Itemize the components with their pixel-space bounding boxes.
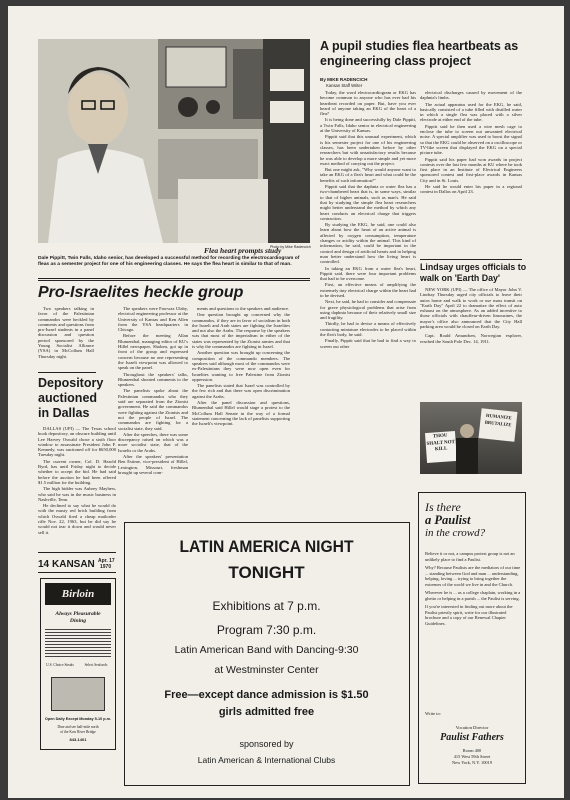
latin-ad-sponsor: Latin American & International Clubs <box>197 755 336 765</box>
israel-lead <box>38 306 94 370</box>
flea-story-column-2 <box>420 90 522 258</box>
paulist-body <box>425 551 521 701</box>
paragraph: Today, the word electrocardiogram or EKG has become common to anyone who has ever had his heartbeat recorded on paper. But, have you ever heard of anyone taking an EKG of the heart of a flea? <box>320 90 416 117</box>
folio-paper-name: KANSAN <box>52 559 95 570</box>
israel-headline: Pro-Israelites heckle group <box>38 284 244 301</box>
latin-ad-line-2: Program 7:30 p.m. <box>216 623 317 637</box>
paragraph: He said he would enter his paper in a regional contest in Dallas on April 23. <box>420 184 522 195</box>
flea-lab-photo <box>38 39 310 243</box>
paragraph: If you're interested in finding out more about the Paulist priestly spirit, write for our illustrated brochure and a copy of our Renewal Chapter Guidelines. <box>425 604 513 626</box>
lindsay-story <box>420 287 522 399</box>
paragraph: Pippitt said his paper had won awards in project contests over the last few months at KU where he took first place in an Institute of Electrical Engineers sponsored contest and first-place awards in Kansas City and in St. Louis. <box>420 156 522 183</box>
photo-caption-title: Flea heart prompts study <box>204 246 282 255</box>
paulist-headline-3: in the crowd? <box>425 527 486 539</box>
flea-story-column-1 <box>320 90 416 490</box>
paragraph: After the speeches, there was some discrepancy raised on which was a more socialist state, that of the Israelis or the Arabs. <box>118 431 188 453</box>
birloin-fineprint <box>45 629 111 657</box>
birloin-tagline-2: Dining <box>69 618 87 624</box>
paragraph: The panelists stated that Israel was controlled by the few rich and that there was open discrimination against the Arabs. <box>192 383 290 399</box>
birloin-phone: 843-1401 <box>69 737 87 742</box>
latin-ad-subtitle: TONIGHT <box>228 563 305 582</box>
protest-photo <box>420 402 522 474</box>
paragraph: Thirdly, he had to devise a means of effectively contacting miniature electrodes to be placed within the flea's body, he said. <box>320 321 416 338</box>
paragraph: DALLAS (UPI) — The Texas school book depository, an obscure building until Lee Harvey Oswald chose a sixth floor window to assassinate President John F. Kennedy, was auctioned off for $650,000 Tuesday night. <box>38 426 116 458</box>
paragraph: Two speakers talking in favor of the Palestinian commandos were heckled by comments and questions from pro-Israel students in a panel discussion and question period sponsored by the Young Socialist Alliance (YSA) in McCollum Hall Thursday night. <box>38 306 94 359</box>
paragraph: ments and questions to the speakers and audience. <box>197 306 290 311</box>
latin-ad-line-3: Latin American Band with Dancing-9:30 <box>174 644 359 656</box>
flea-byline: By MIKE RADENCICH <box>320 77 368 82</box>
paragraph: Pippitt said he then used a wire mesh cage to enclose the tube to screen out unwanted electrical noise. A special amplifier was used to boost the signal so that the EKG could be observed on a oscilloscope or TV-like screen that displayed the EKG on a special picture tube. <box>420 123 522 156</box>
birloin-item-left: U.S. Choice Steaks <box>46 663 74 667</box>
newspaper-page <box>8 6 564 798</box>
israel-column-2 <box>192 306 290 520</box>
protest-sign-left: THOU SHALT NOT KILL <box>425 431 457 463</box>
paragraph: Finally, Pippitt said that he had to find a way to screen out other <box>320 338 416 349</box>
birloin-ad <box>40 578 116 750</box>
flea-byline-role: Kansan Staff Writer <box>326 83 363 88</box>
birloin-item-right: Select Seafoods <box>84 663 108 667</box>
paragraph: Another question was brought up concerning the composition of the commando members. The speakers said although most of the commandos were ex-Palestinians they were now open even for Israelites wanting to free Palestine from Zionist oppression. <box>192 350 290 382</box>
birloin-address-2: of the Kaw River Bridge <box>60 730 96 734</box>
paragraph: He declined to say what he would do with the musty red brick building from which Oswald fired a cheap mailorder rifle Nov. 22, 1963, but he did say he would not tear it down and would never sell it. <box>38 503 116 535</box>
israel-column-1 <box>118 306 188 520</box>
paragraph: One question brought up concerned why the commandos, if they are in favor of socialism in both the Israeli and Arab states are fighting the Israelites and not also the Arabs. The response by the speakers was that most of the imperialism in either of the states was represented by the Zionist armies and that is why the commandos are fighting in Israel. <box>192 312 290 350</box>
paulist-director: Vocation Director <box>455 725 489 730</box>
paulist-room: Room 400 <box>462 748 482 753</box>
protest-sign-right: HUMANIZE BRUTALIZE <box>479 408 518 442</box>
birloin-address-1: Dine and see half-mile north <box>57 725 99 729</box>
paragraph: In taking an EKG from a water flea's heart, Pippitt said, there were four important problems that had to be overcome. <box>320 265 416 282</box>
folio-date-line1: Apr. 17 <box>98 558 115 564</box>
paragraph: Before the meeting Allan Blumenthal, managing editor of KU's Hillel newspaper, Shalom, got up in front of the group and expressed concern because no one representing the Israeli viewpoint was allowed to speak on the panel. <box>118 333 188 371</box>
paulist-city: New York, N.Y. 10019 <box>451 760 493 765</box>
paragraph: Pippitt said that the daphnia or water flea has a two-chambered heart that is, in some ways, similar to that of higher animals, such as man's. He said that by studying the simple flea heart researchers might better understand the method by which any heart conducts an electrical charge that triggers contraction. <box>320 184 416 221</box>
photo-caption: Dale Pippitt, Twin Falls, Idaho senior, has developed a successful method for recording the electrocardiogram of fleas as a semester project for one of his engineering classes. He says the flea heart is similar to that of man. <box>38 256 300 267</box>
paragraph: Next, he said, he had to consider and compensate for grave physiological problems that arise from using daphnia because of their relatively small size and fragility. <box>320 299 416 321</box>
latin-ad-line-4: at Westminster Center <box>214 664 319 676</box>
birloin-building-illustration <box>51 677 105 711</box>
paulist-headline-1: Is there <box>425 500 461 514</box>
paragraph: First, an effective means of amplifying the extremely tiny electrical charge within the heart had to be devised. <box>320 282 416 298</box>
paulist-street: 415 West 59th Street <box>453 754 491 759</box>
paragraph: The current owner, Col. D. Harold Byrd, has until Friday night to decide whether to accept the bid. He had said before the auction he had been offered $1.5 million for the building. <box>38 458 116 485</box>
paulist-ad <box>418 492 526 784</box>
paragraph: Throughout the speakers' talks, Blumenthal shouted comments to the speakers. <box>118 371 188 388</box>
latin-america-night-ad <box>124 522 410 786</box>
paragraph: But one might ask, "Why would anyone want to take an EKG of a flea's heart and what could be the benefits of such information?" <box>320 167 416 183</box>
flea-story-headline: A pupil studies flea heartbeats as engineering class project <box>320 39 519 68</box>
depository-story <box>38 426 116 548</box>
paragraph: Wherever he is ... as a college chaplain, working in a ghetto or helping in a parish ... the Paulist is serving. <box>425 590 521 601</box>
paragraph: electrical discharges caused by movement of the daphnia's limbs. <box>420 90 522 101</box>
paragraph: The speakers were Fawwaz Ulaby, electrical engineering professor at the University of Kansas and Ken Allen from the YSA headquarters in Chicago. <box>118 306 188 333</box>
latin-ad-line-5: Free—except dance admission is $1.50 <box>164 689 369 701</box>
paragraph: The actual apparatus used for the EKG, he said, basically consisted of a tube filled with distilled water in which a single flea was placed with a silver electrode at either end of the tube. <box>420 101 522 123</box>
folio-page-number: 14 <box>38 559 50 570</box>
folio-date-line2: 1970 <box>100 564 112 570</box>
paragraph: By studying the EKG, he said, one could also learn about how the heart of an active animal is affected by oxygen consumption, temperature changes or acidity within the animal. This kind of information, he said, could be important in the control and design of artificial hearts and in helping man better understand how the living heart is controlled. <box>320 222 416 265</box>
paragraph: Pippitt said that this unusual experiment, which is his semester project for one of his engineering classes, has been undertaken before by other researchers but with unsatisfactory results because he was able to develop a more simple and yet more exact method of carrying out the project. <box>320 134 416 166</box>
birloin-hours: Open Daily Except Monday 5-10 p.m. <box>44 717 112 721</box>
latin-ad-sponsor-label: sponsored by <box>239 739 294 749</box>
paragraph: NEW YORK (UPI) — The office of Mayor John V. Lindsay Thursday urged city officials to leave their autos home and walk to work or use mass transit on "Earth Day" April 22 to dramatize the effect of auto exhaust on the atmosphere. As an added incentive to those officials with chauffeur-driven limousines, the mayor's office also announced that the City Hall parking area would be closed on Earth Day. <box>420 287 522 330</box>
paragraph: Believe it or not, a campus protest group is not an unlikely place to find a Paulist. <box>425 551 515 562</box>
paragraph: The panelists spoke about the Palestinian commandos who they said are separated from the Zionist government. He said the commandos were fighting against the Zionists and not the people of Israel. The commandos are fighting for a socialist state, they said. <box>118 388 188 431</box>
paulist-write-to: Write to: <box>425 711 441 716</box>
paragraph: Capt. Roald Amundsen, Norwegian explorer, reached the South Pole Dec. 14, 1911. <box>420 333 522 344</box>
paragraph: After the panel discussion and questions, Blumenthal said Hillel would stage a protest to the McCollum Hall Senate in the way of a formal statement concerning the lack of panelists supporting the Israeli's viewpoint. <box>192 400 290 427</box>
paulist-headline-2: a Paulist <box>425 513 471 527</box>
paragraph: It is being done and successfully by Dale Pippitt, a Twin Falls, Idaho senior in electrical engineering at the University of Kansas. <box>320 117 416 134</box>
birloin-tagline-1: Always Pleasurable <box>55 611 101 617</box>
paragraph: Why? Because Paulists are the mediators of our time ... standing between God and man ... understanding, helping, loving ... trying to bring together the extremes of the world we live in and the Church. <box>425 565 521 587</box>
photo-credit: Photo by Mike Radencich <box>270 245 311 249</box>
birloin-logo: Birloin <box>45 583 111 605</box>
lindsay-headline: Lindsay urges officials to walk on 'Earth Day' <box>420 262 527 283</box>
paragraph: After the speakers' presentation Ben Estime, vice-president of Hillel, Lexington, Missouri, freshman brought up several com- <box>118 454 188 475</box>
paulist-org: Paulist Fathers <box>440 732 504 743</box>
paragraph: The high bidder was Aubrey Mayhew, who said he was in the music business in Nashville, Tenn. <box>38 486 116 502</box>
lab-scene-illustration <box>38 39 310 243</box>
latin-ad-line-6: girls admitted free <box>218 706 315 718</box>
depository-headline: Depository auctioned in Dallas <box>38 376 104 420</box>
latin-ad-title: LATIN AMERICA NIGHT <box>179 537 354 556</box>
latin-ad-line-1: Exhibitions at 7 p.m. <box>212 599 321 613</box>
